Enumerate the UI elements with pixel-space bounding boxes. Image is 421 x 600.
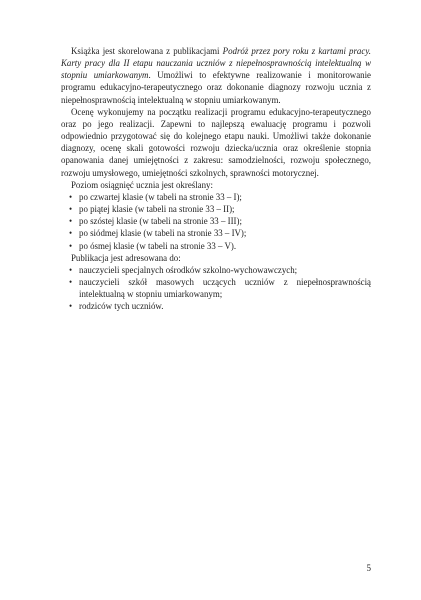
list-item: • po ósmej klasie (w tabeli na stronie 33 – V). — [69, 240, 237, 251]
paragraph-text: Książka jest skorelowana z publikacjami — [71, 46, 223, 56]
bullet-icon: • — [69, 204, 73, 215]
bullet-icon: • — [69, 276, 73, 287]
bullet-icon: • — [69, 240, 73, 251]
list-item: • po czwartej klasie (w tabeli na stronie 33 – I); — [69, 191, 242, 202]
list-item: • rodziców tych uczniów. — [69, 301, 164, 312]
bullet-icon: • — [69, 301, 73, 312]
list-item: • nauczycieli szkół masowych uczących uczniów z niepełnosprawnością intelektualną w stopniu umiarkowanym; — [69, 276, 371, 300]
paragraph-assessment: Ocenę wykonujemy na początku realizacji programu edukacyjno-terapeutycznego oraz po jego realizacji. Zapewni to najlepszą ewaluację programu i pozwoli odpowiednio przygotować się do kolejnego etapu nauki. Umożliwi także dokonanie diagnozy, ocenę skali gotowości rozwoju dziecka/ucznia oraz określenie stopnia opanowania danej umiejętności z zakresu: samodzielności, rozwoju społecznego, rozwoju umysłowego, umiejętności szkolnych, sprawności motorycznej. — [61, 106, 371, 178]
levels-intro: Poziom osiągnięć ucznia jest określany: — [71, 179, 213, 190]
list-item: • nauczycieli specjalnych ośrodków szkolno-wychowawczych; — [69, 264, 298, 275]
paragraph-correlation — [61, 45, 371, 106]
paragraph-text: . Umożliwi to efektywne realizowanie i monitorowanie programu edukacyjno-terapeutycznego oraz dokonanie diagnozy rozwoju ucznia z niepełnosprawnością intelektualną w stopniu umiarkowanym. — [61, 70, 372, 105]
page-number: 5 — [366, 563, 371, 573]
audience-list — [61, 264, 371, 313]
list-item: • po siódmej klasie (w tabeli na stronie 33 – IV); — [69, 228, 247, 239]
bullet-icon: • — [69, 191, 73, 202]
levels-list — [61, 191, 371, 252]
publication-title: Podróż przez pory roku z kartami pracy. Karty pracy dla II etapu nauczania uczniów z niepełnosprawnością intelektualną w stopniu umiarkowanym — [61, 46, 371, 81]
bullet-icon: • — [69, 216, 73, 227]
list-item: • po piątej klasie (w tabeli na stronie 33 – II); — [69, 204, 235, 215]
body-text — [61, 45, 371, 312]
audience-intro: Publikacja jest adresowana do: — [71, 252, 181, 263]
bullet-icon: • — [69, 228, 73, 239]
list-item: • po szóstej klasie (w tabeli na stronie 33 – III); — [69, 216, 242, 227]
bullet-icon: • — [69, 264, 73, 275]
